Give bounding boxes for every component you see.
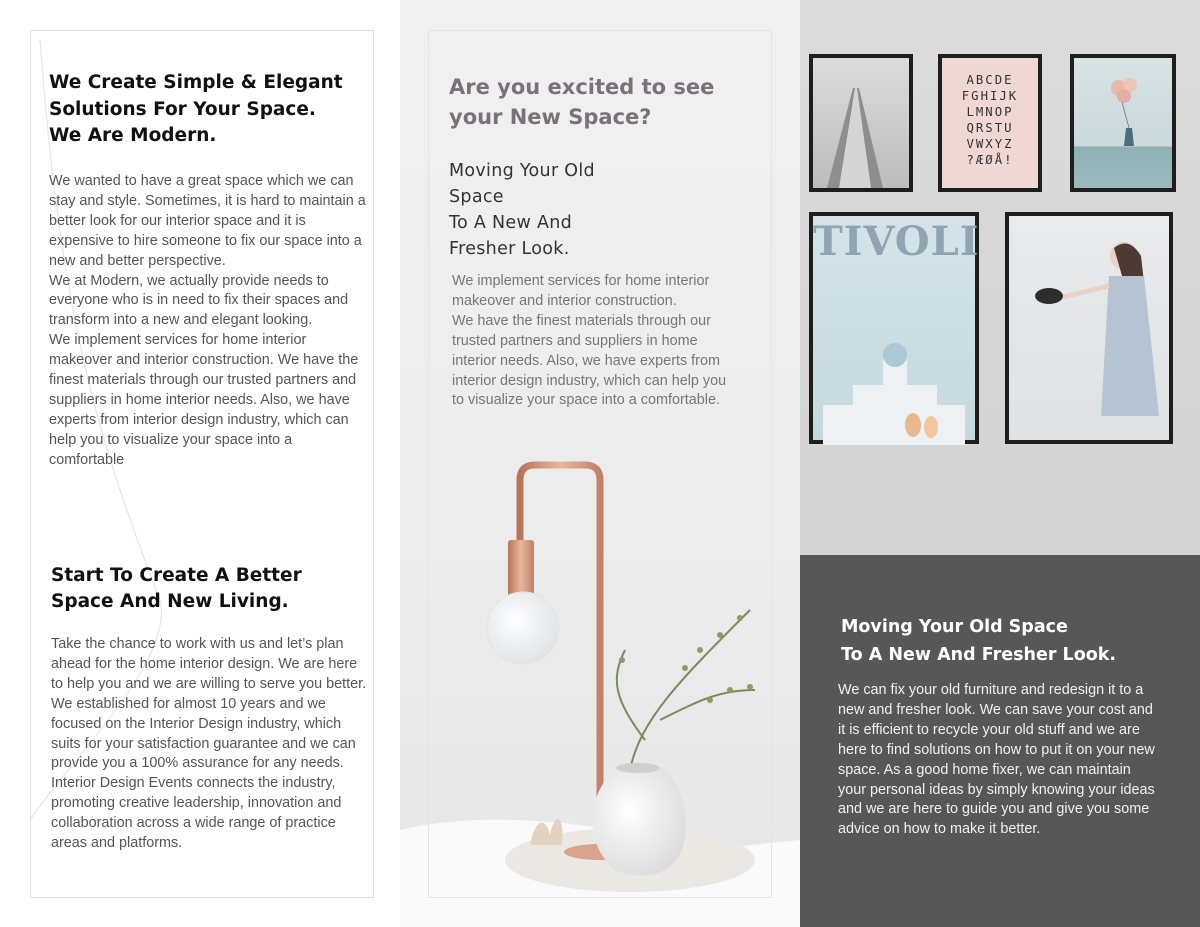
heading-line: Solutions For Your Space. — [49, 98, 316, 120]
tivoli-text: TIVOLI — [813, 218, 980, 265]
right-heading — [841, 614, 1171, 669]
girl-bird-poster — [1005, 212, 1173, 444]
girl-illustration — [1009, 216, 1169, 440]
left-subheading — [51, 563, 371, 615]
heading-line: We Create Simple & Elegant — [49, 72, 343, 93]
left-body — [49, 172, 371, 471]
heading-line: Start To Create A Better — [51, 565, 302, 586]
balloon-illustration — [1074, 58, 1172, 188]
tivoli-poster — [809, 212, 979, 444]
paragraph: We can fix your old furniture and redesign it to a new and fresher look. We can save your cost and it is efficient to recycle your old stuff and we are here to find solutions on how to put it on your new space. As a good home fixer, we can maintain your personal ideas by simply knowing your ideas and we are here to guide you and give you some advice on how to make it better. — [838, 682, 1155, 838]
balloon-girl-poster — [1070, 54, 1176, 192]
alphabet-poster — [938, 54, 1042, 192]
heading-line: Space — [449, 187, 504, 207]
alphabet-text: ABCDE FGHIJK LMNOP QRSTU VWXYZ ?ÆØÅ! — [961, 73, 1019, 167]
pier-illustration — [813, 58, 909, 188]
heading-line: Moving Your Old — [449, 161, 595, 181]
heading-line: Are you excited to see — [449, 75, 715, 99]
heading-line: To A New And — [449, 213, 573, 233]
paragraph: We implement services for home interior makeover and interior construction. — [452, 273, 710, 309]
right-panel — [800, 0, 1200, 927]
heading-line: We Are Modern. — [49, 125, 217, 146]
heading-line: your New Space? — [449, 105, 652, 129]
left-heading — [49, 70, 369, 150]
left-panel — [0, 0, 400, 927]
heading-line: To A New And Fresher Look. — [841, 644, 1117, 665]
middle-heading — [449, 72, 749, 132]
heading-line: Moving Your Old Space — [841, 617, 1068, 637]
paragraph: We implement services for home interior makeover and interior construction. We have the finest materials through our trusted partners and suppliers in home interior needs. Also, we have experts from interior design industry, which can help you to visualize your space into a comfortable — [49, 332, 359, 468]
middle-panel — [400, 0, 800, 927]
middle-body — [452, 272, 742, 411]
pier-poster — [809, 54, 913, 192]
paragraph: We wanted to have a great space which we can stay and style. Sometimes, it is hard to maintain a better look for our interior space and it is expensive to hire someone to fix our space into a new and better perspective. — [49, 173, 366, 269]
heading-line: Space And New Living. — [51, 591, 289, 612]
paragraph: We have the finest materials through our trusted partners and suppliers in home interior needs. Also, we have experts from interior design industry, which can help you to visualize your space into a comfortable. — [452, 312, 727, 409]
middle-subheading — [449, 158, 649, 262]
heading-line: Fresher Look. — [449, 239, 570, 259]
paragraph: Take the chance to work with us and let’s plan ahead for the home interior design. We are here to help you and we are willing to serve you better. We established for almost 10 years and we focused on the Interior Design industry, which suits for your satisfaction guarantee and we can provide you a 100% assurance for any needs. Interior Design Events connects the industry, promoting creative leadership, innovation and collaboration across a wide range of practice areas and platforms. — [51, 636, 367, 852]
paragraph: We at Modern, we actually provide needs to everyone who is in need to fix their spaces and transform into a new and elegant looking. — [49, 272, 349, 329]
palace-illustration — [813, 265, 975, 445]
gallery-wall-photo — [800, 0, 1200, 555]
